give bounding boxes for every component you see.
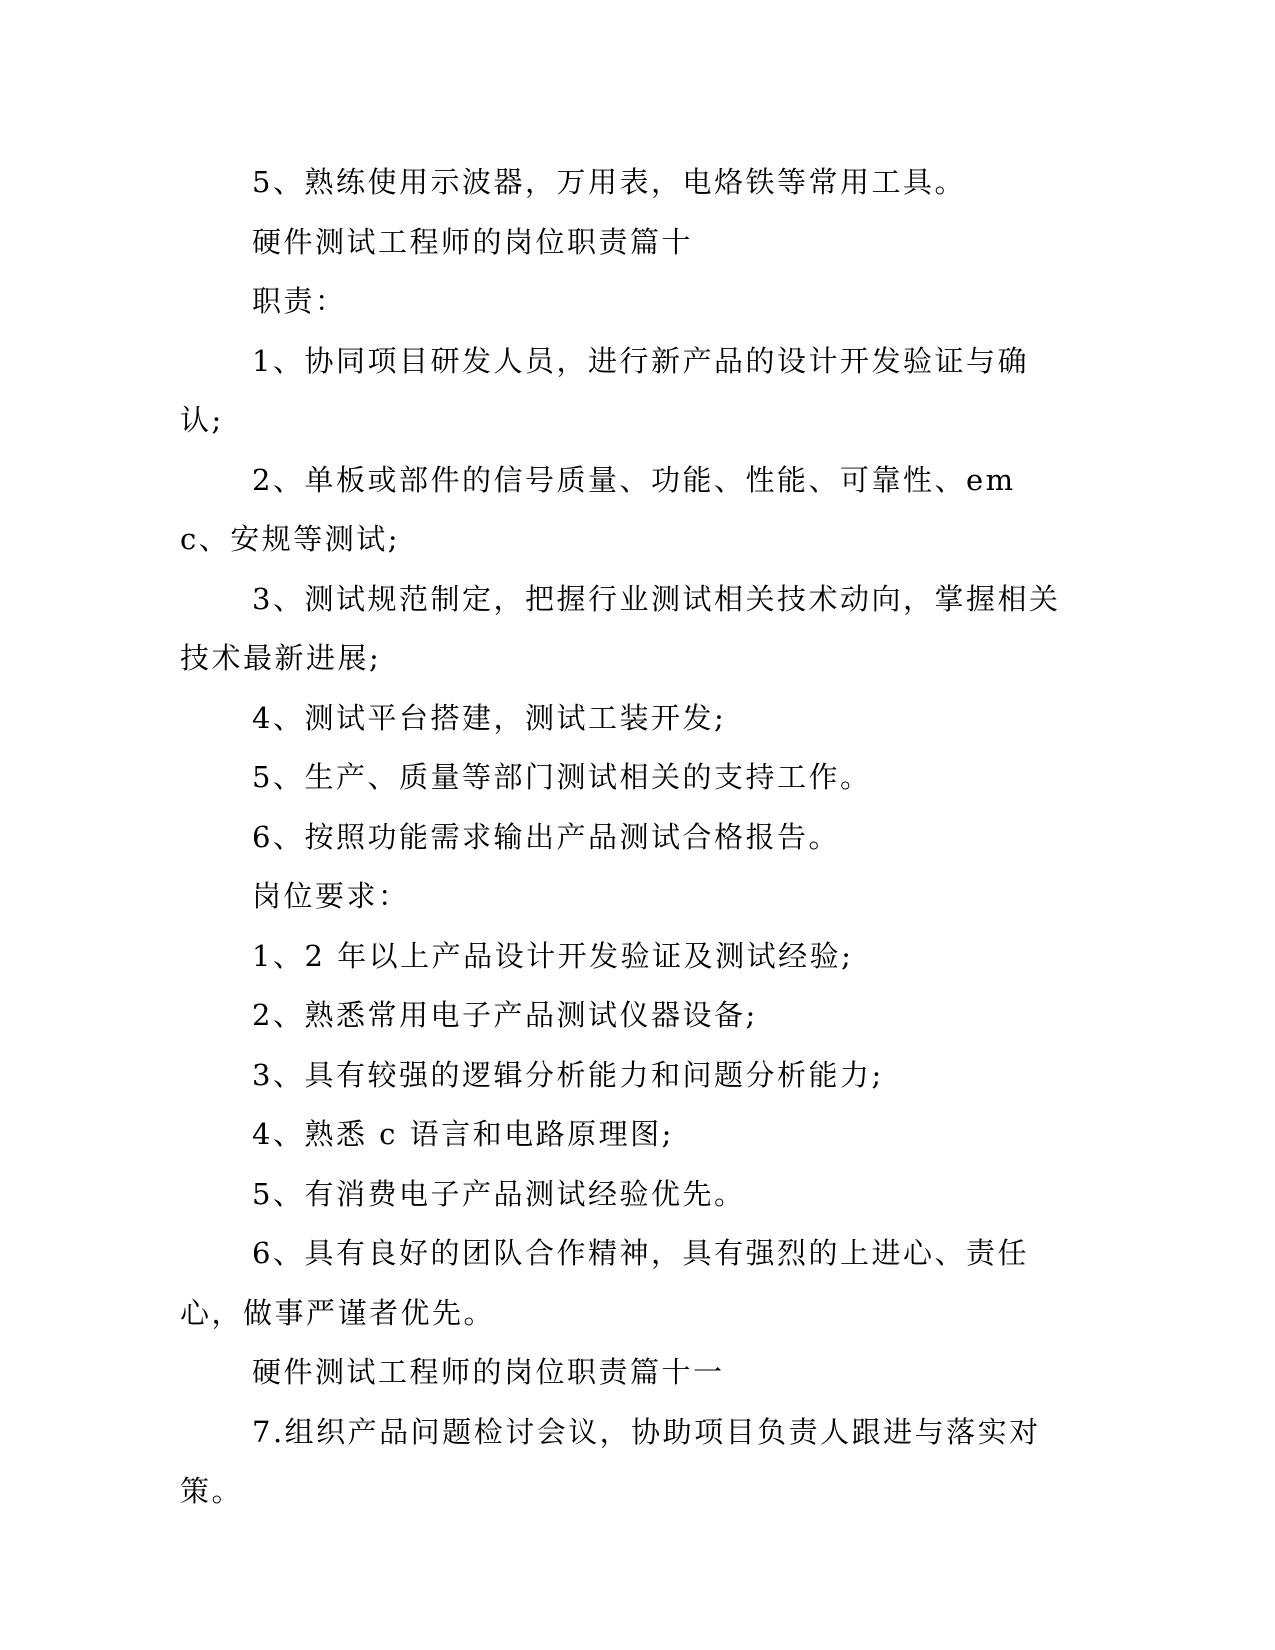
requirement-item-1: 1、2 年以上产品设计开发验证及测试经验; [252, 938, 854, 973]
list-item-tools: 5、熟练使用示波器，万用表，电烙铁等常用工具。 [252, 165, 966, 199]
duty-item-1: 1、协同项目研发人员，进行新产品的设计开发验证与确认; [180, 343, 1029, 437]
subheading-requirements: 岗位要求： [252, 879, 410, 913]
duty-item-6: 6、按照功能需求输出产品测试合格报告。 [252, 819, 840, 854]
list-item-7: 7.组织产品问题检讨会议，协助项目负责人跟进与落实对策。 [180, 1414, 1041, 1508]
duty-item-3: 3、测试规范制定，把握行业测试相关技术动向，掌握相关技术最新进展; [180, 581, 1061, 675]
duty-item-5: 5、生产、质量等部门测试相关的支持工作。 [252, 760, 872, 794]
document-body [180, 153, 1065, 1522]
subheading-duties: 职责： [252, 284, 347, 318]
duty-item-2: 2、单板或部件的信号质量、功能、性能、可靠性、emc、安规等测试; [180, 462, 1016, 556]
requirement-item-2: 2、熟悉常用电子产品测试仪器设备; [252, 998, 758, 1032]
requirement-item-3: 3、具有较强的逻辑分析能力和问题分析能力; [252, 1057, 884, 1092]
section-heading-11: 硬件测试工程师的岗位职责篇十一 [252, 1355, 725, 1389]
section-heading-10: 硬件测试工程师的岗位职责篇十 [252, 224, 694, 259]
duty-item-4: 4、测试平台搭建，测试工装开发; [252, 700, 727, 735]
requirement-item-4: 4、熟悉 c 语言和电路原理图; [252, 1117, 674, 1151]
requirement-item-6: 6、具有良好的团队合作精神，具有强烈的上进心、责任心，做事严谨者优先。 [180, 1236, 1029, 1330]
requirement-item-5: 5、有消费电子产品测试经验优先。 [252, 1176, 746, 1211]
